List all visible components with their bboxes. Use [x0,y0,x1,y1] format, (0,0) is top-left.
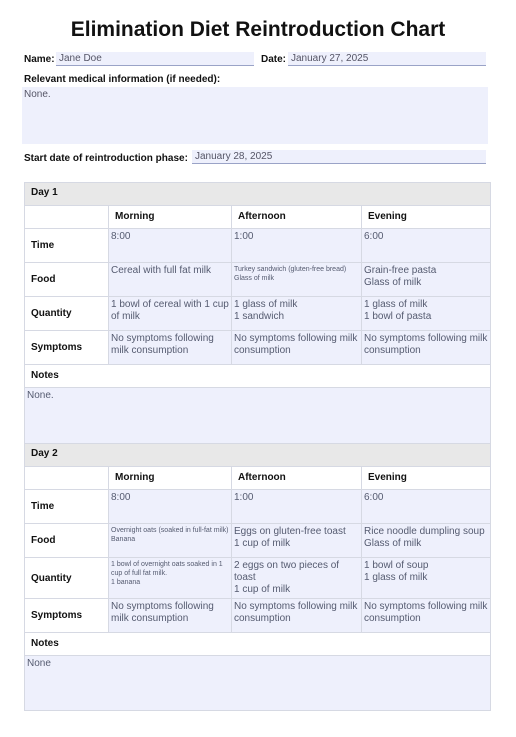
day2-quantity-morning[interactable]: 1 bowl of overnight oats soaked in 1 cup of full fat milk. 1 banana [109,558,232,599]
day1-symptoms-morning[interactable]: No symptoms following milk consumption [109,331,232,365]
col-header-blank [25,206,109,229]
date-label: Date: [261,54,287,65]
day1-time-morning[interactable]: 8:00 [109,229,232,263]
date-field[interactable]: January 27, 2025 [288,52,486,66]
col-header-morning: Morning [109,206,232,229]
row-label-quantity: Quantity [25,558,109,599]
day1-symptoms-afternoon[interactable]: No symptoms following milk consumption [232,331,362,365]
day2-time-morning[interactable]: 8:00 [109,490,232,524]
day2-symptoms-afternoon[interactable]: No symptoms following milk consumption [232,599,362,633]
day2-food-morning[interactable]: Overnight oats (soaked in full-fat milk) Banana [109,524,232,558]
col-header-evening: Evening [362,467,491,490]
day1-food-morning[interactable]: Cereal with full fat milk [109,263,232,297]
medical-info-field[interactable]: None. [22,87,488,144]
row-label-food: Food [25,263,109,297]
col-header-afternoon: Afternoon [232,206,362,229]
row-label-time: Time [25,490,109,524]
day2-food-evening[interactable]: Rice noodle dumpling soup Glass of milk [362,524,491,558]
col-header-blank [25,467,109,490]
row-label-symptoms: Symptoms [25,331,109,365]
start-date-label: Start date of reintroduction phase: [24,153,188,164]
col-header-afternoon: Afternoon [232,467,362,490]
medical-info-label: Relevant medical information (if needed): [24,74,221,85]
day2-quantity-afternoon[interactable]: 2 eggs on two pieces of toast 1 cup of milk [232,558,362,599]
day2-table [24,443,491,711]
day2-symptoms-morning[interactable]: No symptoms following milk consumption [109,599,232,633]
day2-quantity-evening[interactable]: 1 bowl of soup 1 glass of milk [362,558,491,599]
row-label-quantity: Quantity [25,297,109,331]
day2-time-evening[interactable]: 6:00 [362,490,491,524]
day1-quantity-afternoon[interactable]: 1 glass of milk 1 sandwich [232,297,362,331]
day2-notes-field[interactable]: None [25,656,491,711]
day1-quantity-morning[interactable]: 1 bowl of cereal with 1 cup of milk [109,297,232,331]
day2-symptoms-evening[interactable]: No symptoms following milk consumption [362,599,491,633]
name-label: Name: [24,54,55,65]
day1-notes-field[interactable]: None. [25,388,491,445]
day1-notes-label: Notes [25,365,491,388]
col-header-morning: Morning [109,467,232,490]
day2-food-afternoon[interactable]: Eggs on gluten-free toast 1 cup of milk [232,524,362,558]
day1-symptoms-evening[interactable]: No symptoms following milk consumption [362,331,491,365]
day1-quantity-evening[interactable]: 1 glass of milk 1 bowl of pasta [362,297,491,331]
day1-time-evening[interactable]: 6:00 [362,229,491,263]
day1-food-evening[interactable]: Grain-free pasta Glass of milk [362,263,491,297]
row-label-food: Food [25,524,109,558]
day2-time-afternoon[interactable]: 1:00 [232,490,362,524]
col-header-evening: Evening [362,206,491,229]
name-field[interactable]: Jane Doe [56,52,254,66]
day2-notes-label: Notes [25,633,491,656]
day1-time-afternoon[interactable]: 1:00 [232,229,362,263]
day1-table [24,182,491,445]
start-date-field[interactable]: January 28, 2025 [192,150,486,164]
day2-label: Day 2 [25,444,491,467]
row-label-time: Time [25,229,109,263]
day1-food-afternoon[interactable]: Turkey sandwich (gluten-free bread) Glass of milk [232,263,362,297]
day1-label: Day 1 [25,183,491,206]
row-label-symptoms: Symptoms [25,599,109,633]
page-title: Elimination Diet Reintroduction Chart [70,18,446,41]
